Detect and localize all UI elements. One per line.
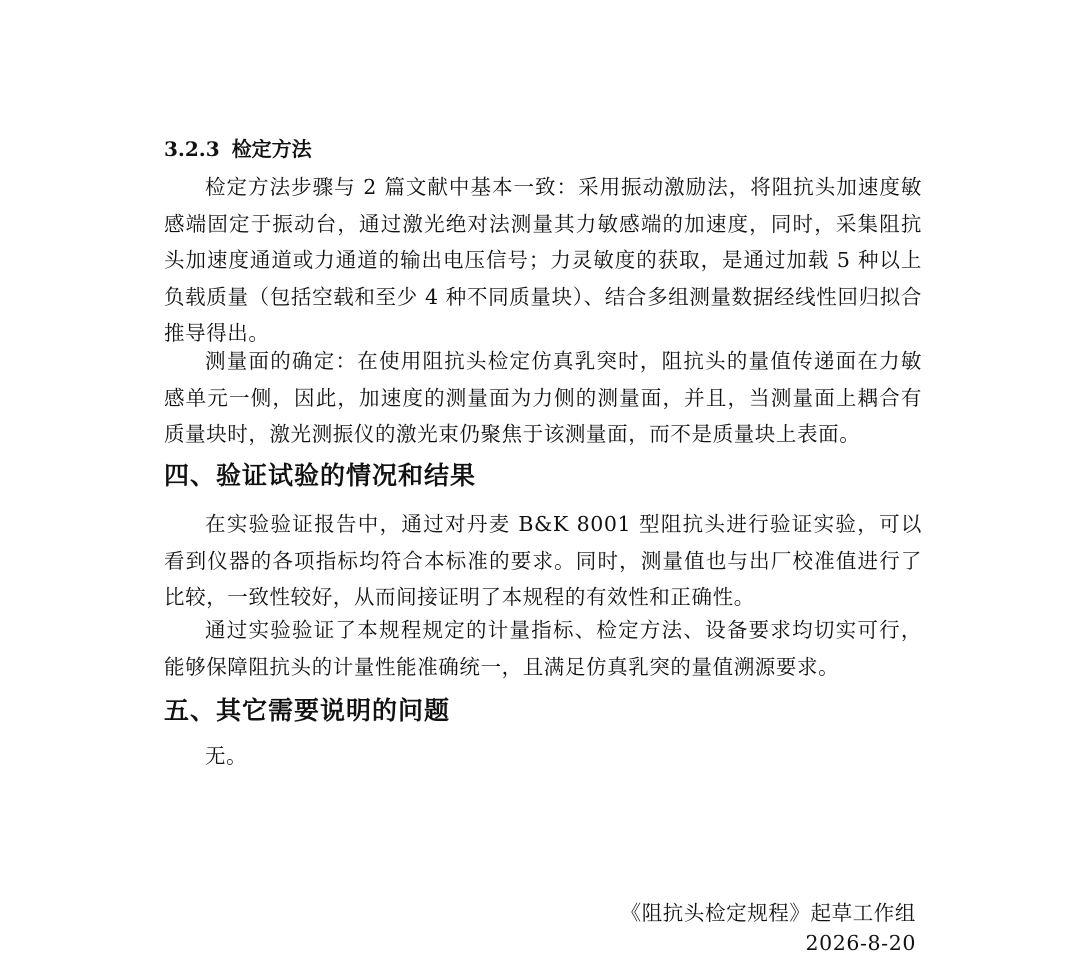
paragraph-verification-method: 检定方法步骤与 2 篇文献中基本一致：采用振动激励法，将阻抗头加速度敏感端固定于振动台，通过激光绝对法测量其力敏感端的加速度，同时，采集阻抗头加速度通道或力通道的输出电压信号；力灵敏度的获取，是通过加载 5 种以上负载质量（包括空载和至少 4 种不同质量块）、结合多组测量数据经线性回归拟合推导得出。 (164, 175, 922, 345)
subsection-number: 3.2.3 (164, 137, 220, 161)
section-heading-other-issues: 五、其它需要说明的问题 (164, 696, 451, 725)
section-heading-verification-results: 四、验证试验的情况和结果 (164, 461, 477, 490)
paragraph-validation-conclusion: 通过实验验证了本规程规定的计量指标、检定方法、设备要求均切实可行，能够保障阻抗头的计量性能准确统一，且满足仿真乳突的量值溯源要求。 (164, 618, 922, 679)
signature-date: 2026-8-20 (805, 931, 916, 955)
paragraph-none: 无。 (205, 744, 248, 768)
signature-group: 《阻抗头检定规程》起草工作组 (620, 901, 916, 925)
subsection-heading (164, 136, 312, 162)
subsection-title: 检定方法 (231, 137, 312, 161)
paragraph-validation-report: 在实验验证报告中，通过对丹麦 B&K 8001 型阻抗头进行验证实验，可以看到仪器的各项指标均符合本标准的要求。同时，测量值也与出厂校准值进行了比较，一致性较好，从而间接证明了本规程的有效性和正确性。 (164, 512, 922, 609)
paragraph-measurement-surface: 测量面的确定：在使用阻抗头检定仿真乳突时，阻抗头的量值传递面在力敏感单元一侧，因此，加速度的测量面为力侧的测量面，并且，当测量面上耦合有质量块时，激光测振仪的激光束仍聚焦于该测量面，而不是质量块上表面。 (164, 349, 922, 446)
